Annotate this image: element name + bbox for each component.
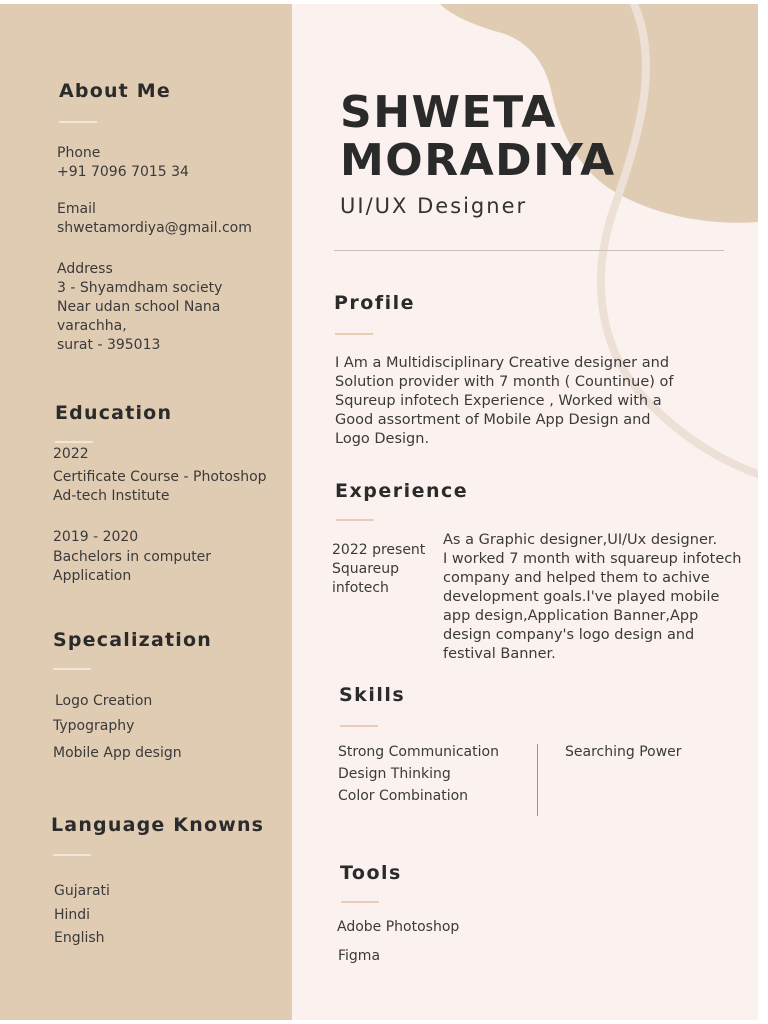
last-name: MORADIYA: [340, 135, 616, 186]
job-title: UI/UX Designer: [340, 194, 528, 218]
about-underline: [59, 121, 97, 123]
skills-heading: Skills: [339, 684, 406, 706]
education-place: Ad-tech Institute: [53, 488, 170, 504]
education-place: Application: [53, 568, 132, 584]
skills-underline: [340, 725, 378, 727]
email-value: shwetamordiya@gmail.com: [57, 220, 252, 236]
language-item: Gujarati: [54, 883, 110, 899]
specialization-item: Mobile App design: [53, 745, 182, 761]
specialization-underline: [53, 668, 91, 670]
address-label: Address: [57, 261, 113, 277]
resume-page: [0, 4, 758, 1020]
header-divider: [334, 250, 724, 251]
skill-item: Color Combination: [338, 788, 469, 804]
profile-underline: [335, 333, 373, 335]
specialization-item: Logo Creation: [55, 693, 153, 709]
tools-heading: Tools: [340, 862, 402, 884]
skill-item: Design Thinking: [338, 766, 451, 782]
profile-heading: Profile: [334, 292, 416, 314]
specialization-item: Typography: [53, 718, 135, 734]
education-underline: [55, 441, 93, 443]
specialization-heading: Specalization: [53, 629, 212, 651]
phone-label: Phone: [57, 145, 101, 161]
languages-heading: Language Knowns: [51, 814, 265, 836]
experience-description: As a Graphic designer,UI/Ux designer. I worked 7 month with squareup infotech company and helped them to achive development goals.I've played mobile app design,Application Banner,App design company's logo design and festival Banner.: [443, 532, 742, 662]
education-years: 2022: [53, 446, 89, 462]
education-title: Certificate Course - Photoshop: [53, 469, 267, 485]
language-item: English: [54, 930, 105, 946]
tools-underline: [341, 901, 379, 903]
experience-period: 2022 present: [332, 542, 426, 558]
experience-company: Squareup: [332, 561, 400, 577]
experience-heading: Experience: [335, 480, 469, 502]
skill-item: Strong Communication: [338, 744, 499, 760]
skill-item: Searching Power: [565, 744, 682, 760]
first-name: SHWETA: [340, 87, 557, 138]
education-years: 2019 - 2020: [53, 529, 139, 545]
tool-item: Adobe Photoshop: [337, 919, 460, 935]
phone-value: +91 7096 7015 34: [57, 164, 189, 180]
address-line: Near udan school Nana: [57, 299, 221, 315]
email-label: Email: [57, 201, 96, 217]
address-line: varachha,: [57, 318, 127, 334]
experience-underline: [336, 519, 374, 521]
education-heading: Education: [55, 402, 173, 424]
education-title: Bachelors in computer: [53, 549, 212, 565]
address-line: 3 - Shyamdham society: [57, 280, 223, 296]
tool-item: Figma: [338, 948, 381, 964]
address-line: surat - 395013: [57, 337, 161, 353]
experience-company: infotech: [332, 580, 389, 596]
profile-text: I Am a Multidisciplinary Creative designer and Solution provider with 7 month ( Countinue) of Squreup infotech Experience , Worked with a Good assortment of Mobile App Design and Logo Design.: [335, 355, 674, 447]
language-item: Hindi: [54, 907, 91, 923]
languages-underline: [53, 854, 91, 856]
skills-column-divider: [537, 744, 538, 816]
about-heading: About Me: [59, 80, 171, 102]
